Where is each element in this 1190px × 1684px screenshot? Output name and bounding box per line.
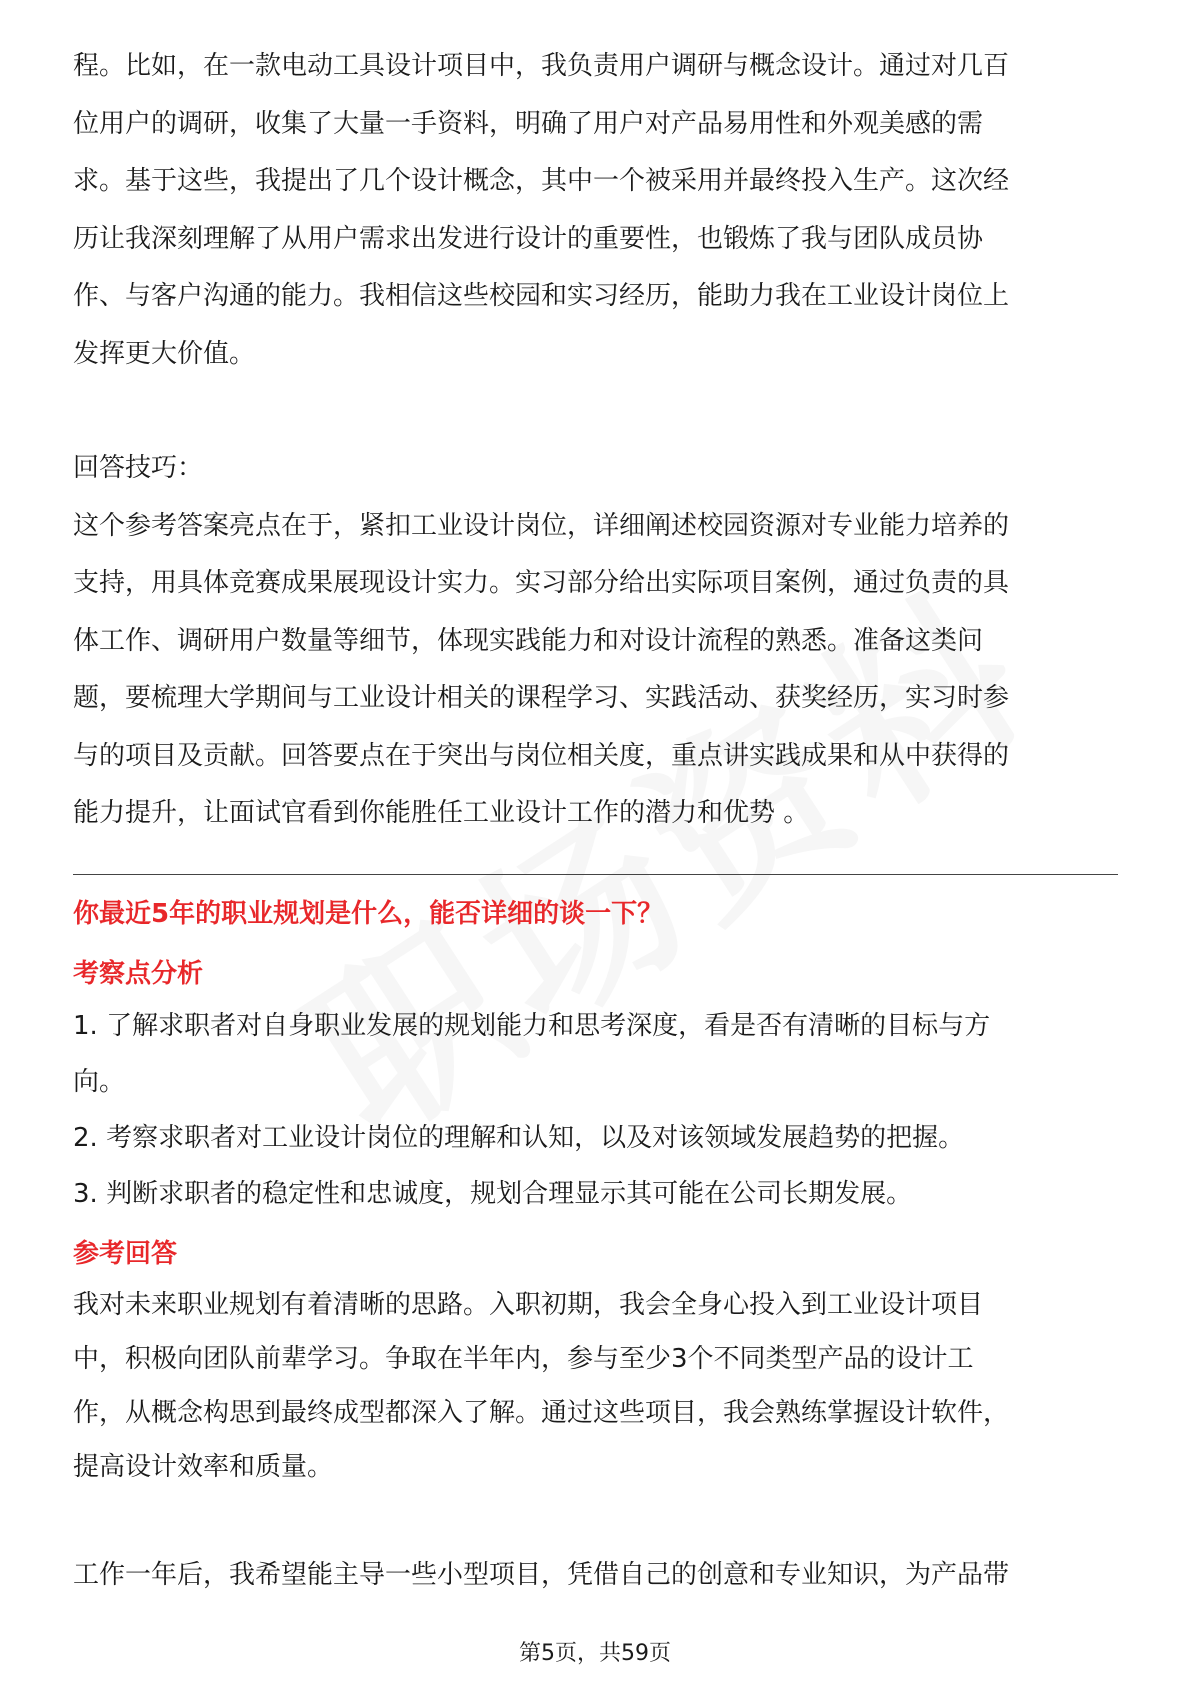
analysis-item: 3. 判断求职者的稳定性和忠诚度，规划合理显示其可能在公司长期发展。	[73, 1179, 913, 1209]
text-line: 程。比如，在一款电动工具设计项目中，我负责用户调研与概念设计。通过对几百	[73, 51, 1010, 81]
analysis-title: 考察点分析	[73, 959, 204, 989]
intro-section	[73, 38, 1118, 843]
text-line: 历让我深刻理解了从用户需求出发进行设计的重要性，也锻炼了我与团队成员协	[73, 223, 984, 254]
question-heading: 你最近5年的职业规划是什么，能否详细的谈一下？	[73, 899, 664, 929]
text-line: 作，从概念构思到最终成型都深入了解。通过这些项目，我会熟练掌握设计软件，	[73, 1398, 1010, 1428]
analysis-answer-section	[73, 950, 1118, 1602]
analysis-item: 1. 了解求职者对自身职业发展的规划能力和思考深度，看是否有清晰的目标与方	[73, 1011, 991, 1041]
text-line: 提高设计效率和质量。	[73, 1452, 334, 1482]
text-line: 发挥更大价值。	[73, 338, 256, 369]
answer-next-paragraph	[73, 1548, 1118, 1602]
text-line: 中，积极向团队前辈学习。争取在半年内，参与至少3个不同类型产品的设计工	[73, 1344, 974, 1374]
text-line: 这个参考答案亮点在于，紧扣工业设计岗位，详细阐述校园资源对专业能力培养的	[73, 510, 1010, 541]
answer-title: 参考回答	[73, 1239, 178, 1269]
page-number: 第5页，共59页	[519, 1641, 671, 1666]
analysis-item: 2. 考察求职者对工业设计岗位的理解和认知，以及对该领域发展趋势的把握。	[73, 1123, 965, 1153]
text-line: 题，要梳理大学期间与工业设计相关的课程学习、实践活动、获奖经历，实习时参	[73, 683, 1010, 713]
intro-paragraph	[73, 38, 1118, 383]
answer-paragraph	[73, 1278, 1118, 1494]
tips-paragraph	[73, 440, 1118, 843]
text-line: 我对未来职业规划有着清晰的思路。入职初期，我会全身心投入到工业设计项目	[73, 1290, 984, 1320]
text-line: 工作一年后，我希望能主导一些小型项目，凭借自己的创意和专业知识，为产品带	[73, 1560, 1010, 1590]
text-line: 位用户的调研，收集了大量一手资料，明确了用户对产品易用性和外观美感的需	[73, 108, 984, 139]
text-line: 求。基于这些，我提出了几个设计概念，其中一个被采用并最终投入生产。这次经	[73, 166, 1010, 196]
tips-title: 回答技巧：	[73, 453, 204, 483]
text-line: 能力提升，让面试官看到你能胜任工业设计工作的潜力和优势 。	[73, 798, 810, 828]
text-line: 与的项目及贡献。回答要点在于突出与岗位相关度，重点讲实践成果和从中获得的	[73, 740, 1010, 771]
text-line: 体工作、调研用户数量等细节，体现实践能力和对设计流程的熟悉。准备这类问	[73, 625, 984, 656]
section-divider	[73, 874, 1118, 875]
analysis-item: 向。	[73, 1067, 126, 1097]
text-line: 支持，用具体竞赛成果展现设计实力。实习部分给出实际项目案例，通过负责的具	[73, 568, 1010, 598]
text-line: 作、与客户沟通的能力。我相信这些校园和实习经历，能助力我在工业设计岗位上	[73, 281, 1010, 311]
